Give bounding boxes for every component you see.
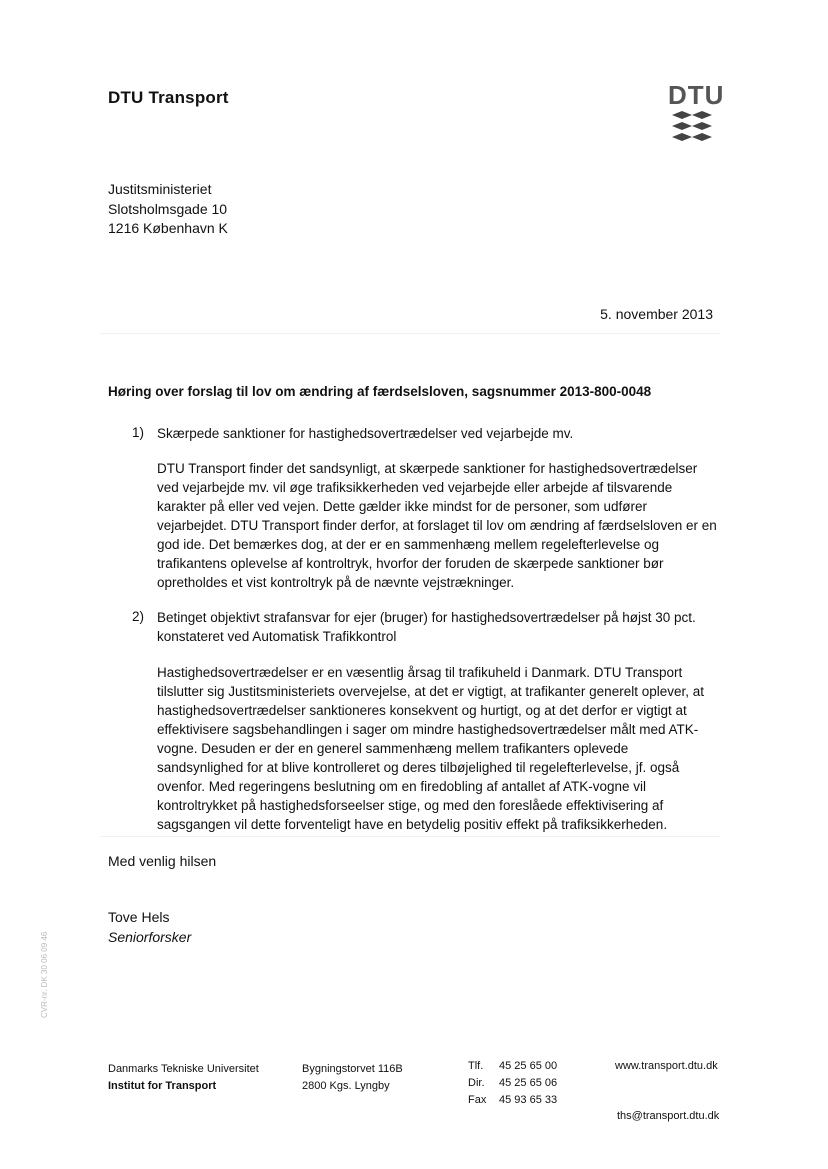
footer-department: Institut for Transport <box>108 1080 217 1092</box>
logo-text: DTU <box>668 80 725 110</box>
phone-number: 45 25 65 00 <box>499 1060 558 1072</box>
dtu-logo <box>668 80 725 142</box>
recipient-address <box>108 180 228 239</box>
direct-number: 45 25 65 06 <box>499 1077 558 1089</box>
recipient-city: 1216 København K <box>108 220 228 236</box>
cvr-number: CVR-nr. DK 30 06 09 46 <box>40 931 49 1018</box>
signature-title: Seniorforsker <box>108 929 192 945</box>
letter-subject: Høring over forslag til lov om ændring af færdselsloven, sagsnummer 2013-800-0048 <box>108 384 652 399</box>
recipient-street: Slotsholmsgade 10 <box>108 200 228 217</box>
fax-label: Fax <box>468 1094 487 1106</box>
footer-institution <box>108 1061 259 1095</box>
footer-fax-row <box>468 1092 557 1109</box>
recipient-name: Justitsministeriet <box>108 181 212 197</box>
fax-number: 45 93 65 33 <box>499 1094 558 1106</box>
direct-label: Dir. <box>468 1077 485 1089</box>
item-title: Betinget objektivt strafansvar for ejer (bruger) for hastighedsovertrædelser på højst 30 pct. konstateret ved Automatisk Trafikkontrol <box>157 610 696 644</box>
scan-line <box>100 836 720 837</box>
scan-line <box>100 333 720 334</box>
item-body: DTU Transport finder det sandsynligt, at skærpede sanktioner for hastighedsovertrædelser ved vejarbejde mv. vil øge trafiksikkerheden ved vejarbejde eller arbejde af tilsvarende karakter på eller ved vejen. Dette gælder ikke mindst for de personer, som udfører vejarbejdet. DTU Transport finder derfor, at forslaget til lov om ændring af færdselsloven er en god ide. Det bemærkes dog, at der er en sammenhæng mellem regelefterlevelse og trafikantens oplevelse af kontroltryk, hvorfor der foruden de skærpede sanktioner bør opretholdes et vist kontroltryk på de nævnte vejstrækninger. <box>157 461 717 590</box>
phone-label: Tlf. <box>468 1060 484 1072</box>
footer-street: Bygningstorvet 116B <box>302 1063 403 1075</box>
footer-phone-row <box>468 1058 557 1075</box>
footer-address <box>302 1061 403 1095</box>
footer-website[interactable]: www.transport.dtu.dk <box>615 1060 718 1072</box>
signature-name: Tove Hels <box>108 909 170 925</box>
letter-date: 5. november 2013 <box>600 306 713 322</box>
item-body: Hastighedsovertrædelser er en væsentlig årsag til trafikuheld i Danmark. DTU Transport tilslutter sig Justitsministeriets overvejelse, at det er vigtigt, at trafikanter generelt oplever, at hastighedsovertrædelser sanktioneres konsekvent og hurtigt, og at det derfor er vigtigt at effektivisere sagsbehandlingen i sager om mindre hastighedsovertrædelser målt med ATK-vogne. Desuden er der en generel sammenhæng mellem trafikanters oplevede sandsynlighed for at blive kontrolleret og deres tilbøjelighed til regelefterlevelse, jf. også ovenfor. Med regeringens beslutning om en firedobling af antallet af ATK-vogne vil kontroltrykket på hastighedsforseelser stige, og med den foreslåede effektivisering af sagsgangen vil dette forventeligt have en betydelig positiv effekt på trafiksikkerheden. <box>157 665 704 832</box>
footer-city: 2800 Kgs. Lyngby <box>302 1080 390 1092</box>
closing-greeting: Med venlig hilsen <box>108 853 217 869</box>
logo-waves-icon <box>668 110 716 142</box>
item-title: Skærpede sanktioner for hastighedsovertrædelser ved vejarbejde mv. <box>157 426 574 441</box>
footer-email[interactable]: ths@transport.dtu.dk <box>617 1110 720 1122</box>
footer-university: Danmarks Tekniske Universitet <box>108 1063 259 1075</box>
footer-direct-row <box>468 1075 557 1092</box>
item-number: 1) <box>132 425 145 440</box>
organization-title: DTU Transport <box>108 88 229 107</box>
item-number: 2) <box>132 609 145 624</box>
footer-phones <box>468 1058 557 1109</box>
